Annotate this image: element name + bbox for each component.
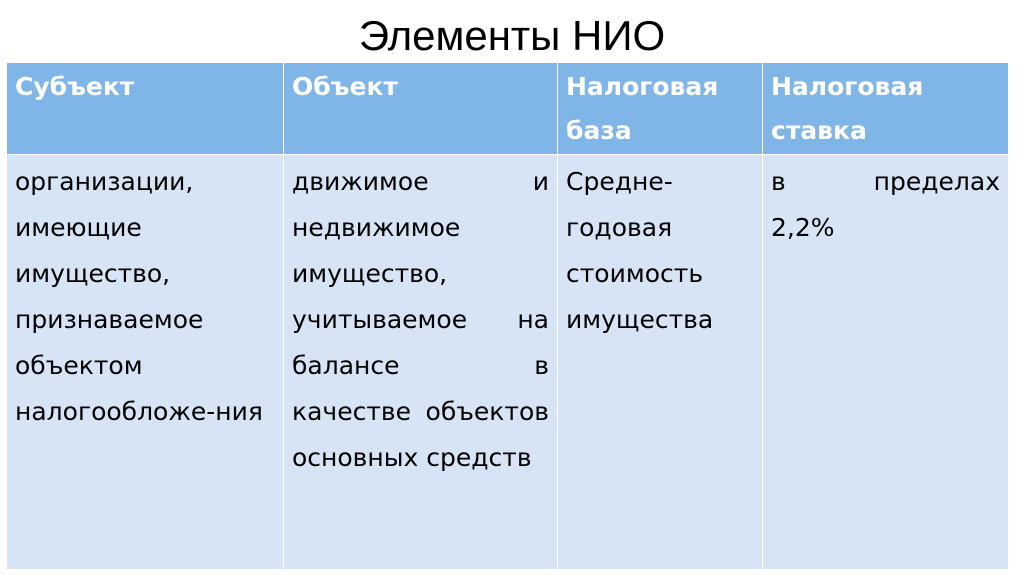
header-tax-base: Налоговая база [558, 63, 763, 155]
header-subject: Субъект [7, 63, 284, 155]
object-text: движимое и недвижимое имущество, учитываемое на балансе в качестве объектов основных средств [292, 167, 549, 472]
tax-rate-text-line2: 2,2% [771, 213, 835, 242]
table-row [7, 155, 1009, 570]
cell-tax-rate [763, 155, 1009, 570]
tax-base-text: Средне-годовая стоимость имущества [566, 167, 714, 334]
cell-tax-base [558, 155, 763, 570]
subject-text: организации, имеющие имущество, признаваемое объектом налогообложе-ния [15, 167, 263, 426]
header-object: Объект [284, 63, 558, 155]
table-header-row [7, 63, 1009, 155]
header-tax-rate: Налоговая ставка [763, 63, 1009, 155]
nio-elements-table [6, 62, 1009, 570]
cell-object [284, 155, 558, 570]
slide-title: Элементы НИО [358, 12, 666, 59]
tax-rate-text-line1: в пределах [771, 167, 1000, 196]
cell-subject [7, 155, 284, 570]
